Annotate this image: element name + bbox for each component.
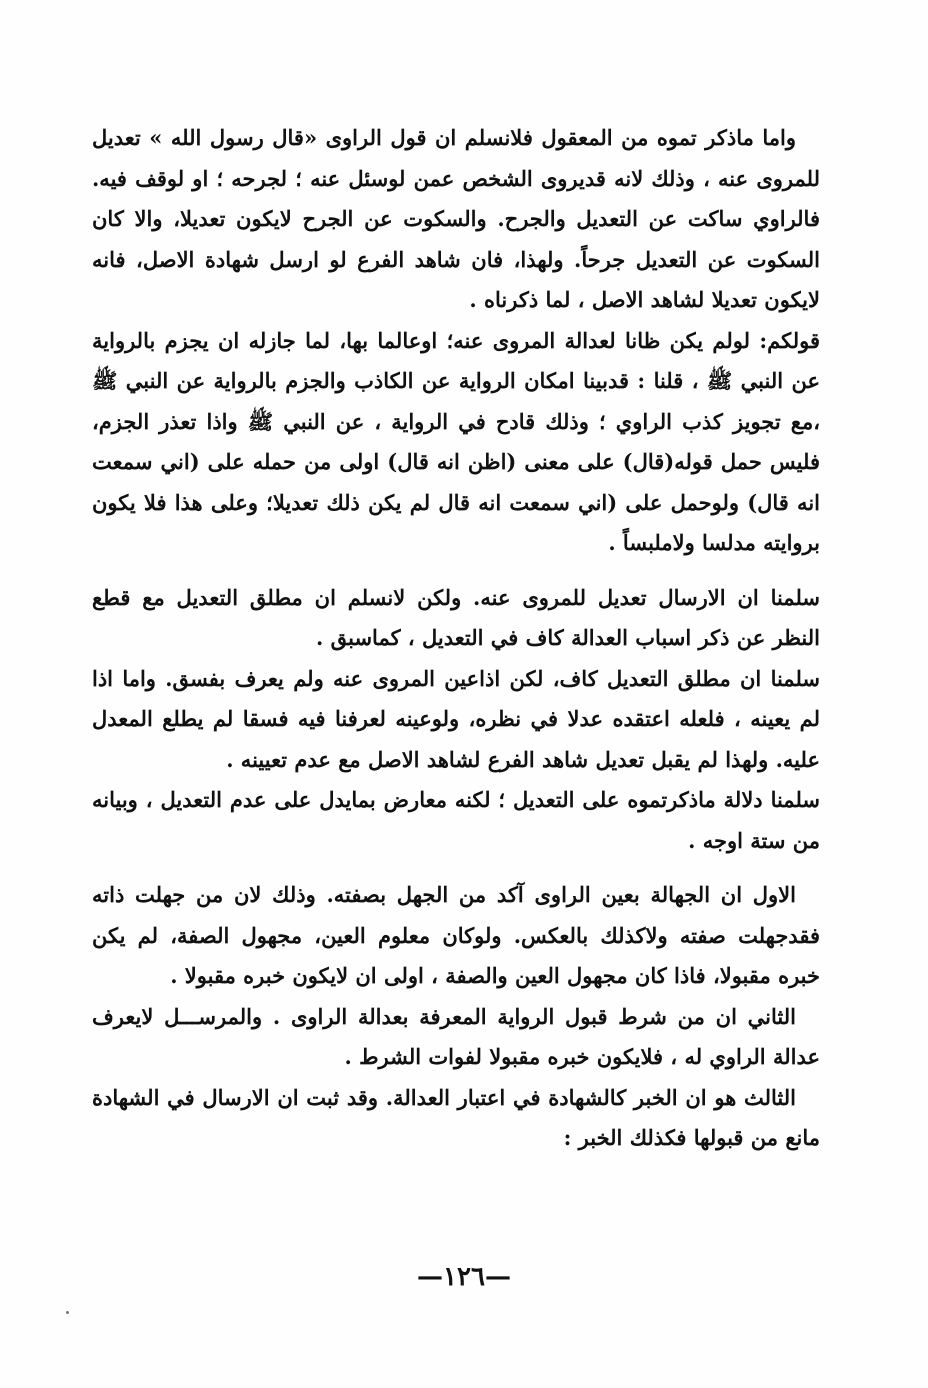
paragraph-third-aspect: الثالث هو ان الخبر كالشهادة في اعتبار العدالة. وقد ثبت ان الارسال في الشهادة مانع من قبولها فكذلك الخبر : xyxy=(92,1084,820,1150)
paragraph-your-statement: قولكم: لولم يكن ظانا لعدالة المروى عنه؛ اوعالما بها، لما جازله ان يجزم بالرواية عن النبي ﷺ ، قلنا : قدبينا امكان الرواية عن الكاذب والجزم بالرواية عن النبي ﷺ ،مع تجويز كذب الراوي ؛ وذلك قادح في الرواية ، عن النبي ﷺ واذا تعذر الجزم، فليس حمل قوله(قال) على معنى (اظن انه قال) اولى من حمله على (اني سمعت انه قال) ولوحمل على (اني سمعت انه قال لم يكن ذلك تعديلا؛ وعلى هذا فلا يكون بروايته مدلسا ولاملبساً . xyxy=(92,327,820,555)
paragraph-first-aspect: الاول ان الجهالة بعين الراوى آكد من الجهل بصفته. وذلك لان من جهلت ذاته فقدجهلت صفته ولاكذلك بالعكس. ولوكان معلوم العين، مجهول الصفة، لم يكن خبره مقبولا، فاذا كان مجهول العين والصفة ، اولى ان لايكون خبره مقبولا . xyxy=(92,882,820,988)
paragraph-rational-argument: واما ماذكر تموه من المعقول فلانسلم ان قول الراوى «قال رسول الله » تعديل للمروى عنه ، وذلك لانه قديروى الشخص عمن لوسئل عنه ؛ لجرحه ؛ او لوقف فيه. فالراوي ساكت عن التعديل والجرح. والسكوت عن الجرح لايكون تعديلا، والا كان السكوت عن التعديل جرحاً. ولهذا، فان شاهد الفرع لو ارسل شهادة الاصل، فانه لايكون تعديلا لشاهد الاصل ، لما ذكرناه . xyxy=(92,125,820,312)
paragraph-concession-3: سلمنا دلالة ماذكرتموه على التعديل ؛ لكنه معارض بمايدل على عدم التعديل ، وبيانه من ستة اوجه . xyxy=(92,787,820,853)
body-text xyxy=(92,118,820,1159)
paragraph-concession-1: سلمنا ان الارسال تعديل للمروى عنه. ولكن لانسلم ان مطلق التعديل مع قطع النظر عن ذكر اسباب العدالة كاف في التعديل ، كماسبق . xyxy=(92,584,820,650)
paragraph-second-aspect: الثاني ان من شرط قبول الرواية المعرفة بعدالة الراوى . والمرســـل لايعرف عدالة الراوي له ، فلايكون خبره مقبولا لفوات الشرط . xyxy=(92,1003,820,1069)
page-number: —١٢٦— xyxy=(417,1262,511,1292)
scan-speck xyxy=(66,1311,69,1314)
paragraph-concession-2: سلمنا ان مطلق التعديل كاف، لكن اذاعين المروى عنه ولم يعرف بفسق. واما اذا لم يعينه ، فلعله اعتقده عدلا في نظره، ولوعينه لعرفنا فيه فسقا لم يطلع المعدل عليه. ولهذا لم يقبل تعديل شاهد الفرع لشاهد الاصل مع عدم تعيينه . xyxy=(92,665,820,772)
